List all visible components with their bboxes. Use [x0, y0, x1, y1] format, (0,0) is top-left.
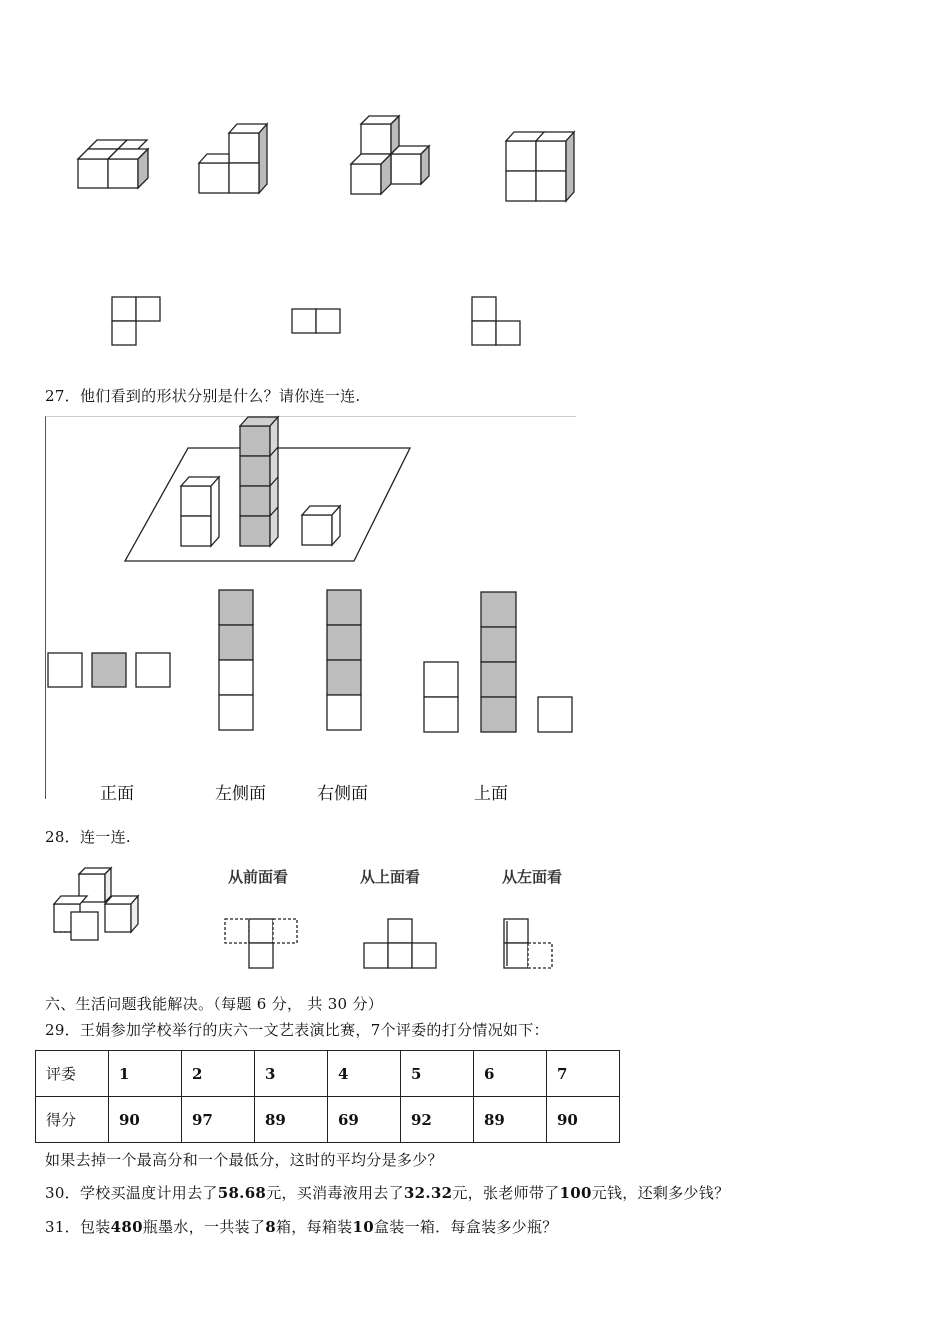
q31-value-b: 8	[265, 1218, 276, 1236]
q27-view-group	[422, 590, 577, 735]
table-cell: 90	[547, 1097, 620, 1143]
label-left-side: 左侧面	[215, 784, 266, 804]
q30-text-post: 元钱，还剩多少钱？	[591, 1184, 730, 1202]
q27-view-column-2	[325, 588, 365, 733]
table-cell: 90	[109, 1097, 182, 1143]
q31-text-mid1: 瓶墨水，一共装了	[142, 1218, 266, 1236]
label-top: 上面	[474, 784, 508, 804]
question-28: 28．连一连.	[45, 828, 131, 846]
table-cell: 97	[182, 1097, 255, 1143]
q31-value-a: 480	[110, 1218, 143, 1236]
score-table	[35, 1050, 620, 1143]
q31-text-post: 盒装一箱．每盒装多少瓶？	[373, 1218, 558, 1236]
view-shape-3	[470, 295, 530, 350]
table-cell: 7	[547, 1051, 620, 1097]
table-cell: 89	[474, 1097, 547, 1143]
table-cell: 92	[401, 1097, 474, 1143]
question-31	[45, 1216, 558, 1237]
q30-value-c: 100	[559, 1184, 592, 1202]
q30-text-pre: 30．学校买温度计用去了	[45, 1184, 218, 1202]
q30-text-mid2: 元，张老师带了	[452, 1184, 560, 1202]
question-29: 29．王娟参加学校举行的庆六一文艺表演比赛，7个评委的打分情况如下：	[45, 1021, 549, 1039]
table-cell: 3	[255, 1051, 328, 1097]
table-cell: 4	[328, 1051, 401, 1097]
table-cell: 6	[474, 1051, 547, 1097]
table-cell: 1	[109, 1051, 182, 1097]
q30-value-a: 58.68	[217, 1184, 267, 1202]
label-from-top: 从上面看	[360, 868, 421, 886]
q28-view-top	[362, 916, 442, 971]
cube-figure-4	[500, 125, 590, 205]
q27-view-row	[47, 650, 177, 690]
table-cell: 69	[328, 1097, 401, 1143]
q30-value-b: 32.32	[403, 1184, 453, 1202]
q27-view-column-1	[217, 588, 257, 733]
table-row-scores	[36, 1097, 620, 1143]
label-right-side: 右侧面	[317, 784, 368, 804]
table-cell: 5	[401, 1051, 474, 1097]
view-shape-1	[110, 295, 170, 350]
question-29-prompt: 如果去掉一个最高分和一个最低分，这时的平均分是多少？	[45, 1151, 443, 1169]
table-cell: 89	[255, 1097, 328, 1143]
view-shape-2	[290, 307, 350, 337]
cube-figure-3	[345, 112, 440, 202]
q31-text-pre: 31．包装	[45, 1218, 111, 1236]
q27-3d-scene	[120, 385, 420, 565]
cube-figure-2	[195, 120, 285, 200]
label-from-front: 从前面看	[228, 868, 289, 886]
label-from-left: 从左面看	[502, 868, 563, 886]
q31-text-mid2: 箱，每箱装	[275, 1218, 353, 1236]
label-front: 正面	[100, 784, 134, 804]
q28-view-left	[502, 916, 562, 971]
cube-figure-1	[70, 130, 160, 200]
q28-3d-figure	[48, 864, 148, 944]
q28-view-front	[223, 916, 313, 971]
q31-value-c: 10	[352, 1218, 374, 1236]
table-header-cell: 得分	[36, 1097, 109, 1143]
question-30	[45, 1182, 729, 1203]
q30-text-mid1: 元，买消毒液用去了	[266, 1184, 404, 1202]
question-27: 27．他们看到的形状分别是什么？请你连一连.	[45, 387, 361, 405]
table-row-judges	[36, 1051, 620, 1097]
table-cell: 2	[182, 1051, 255, 1097]
table-header-cell: 评委	[36, 1051, 109, 1097]
section-6-title: 六、生活问题我能解决。（每题 6 分， 共 30 分）	[45, 995, 384, 1013]
